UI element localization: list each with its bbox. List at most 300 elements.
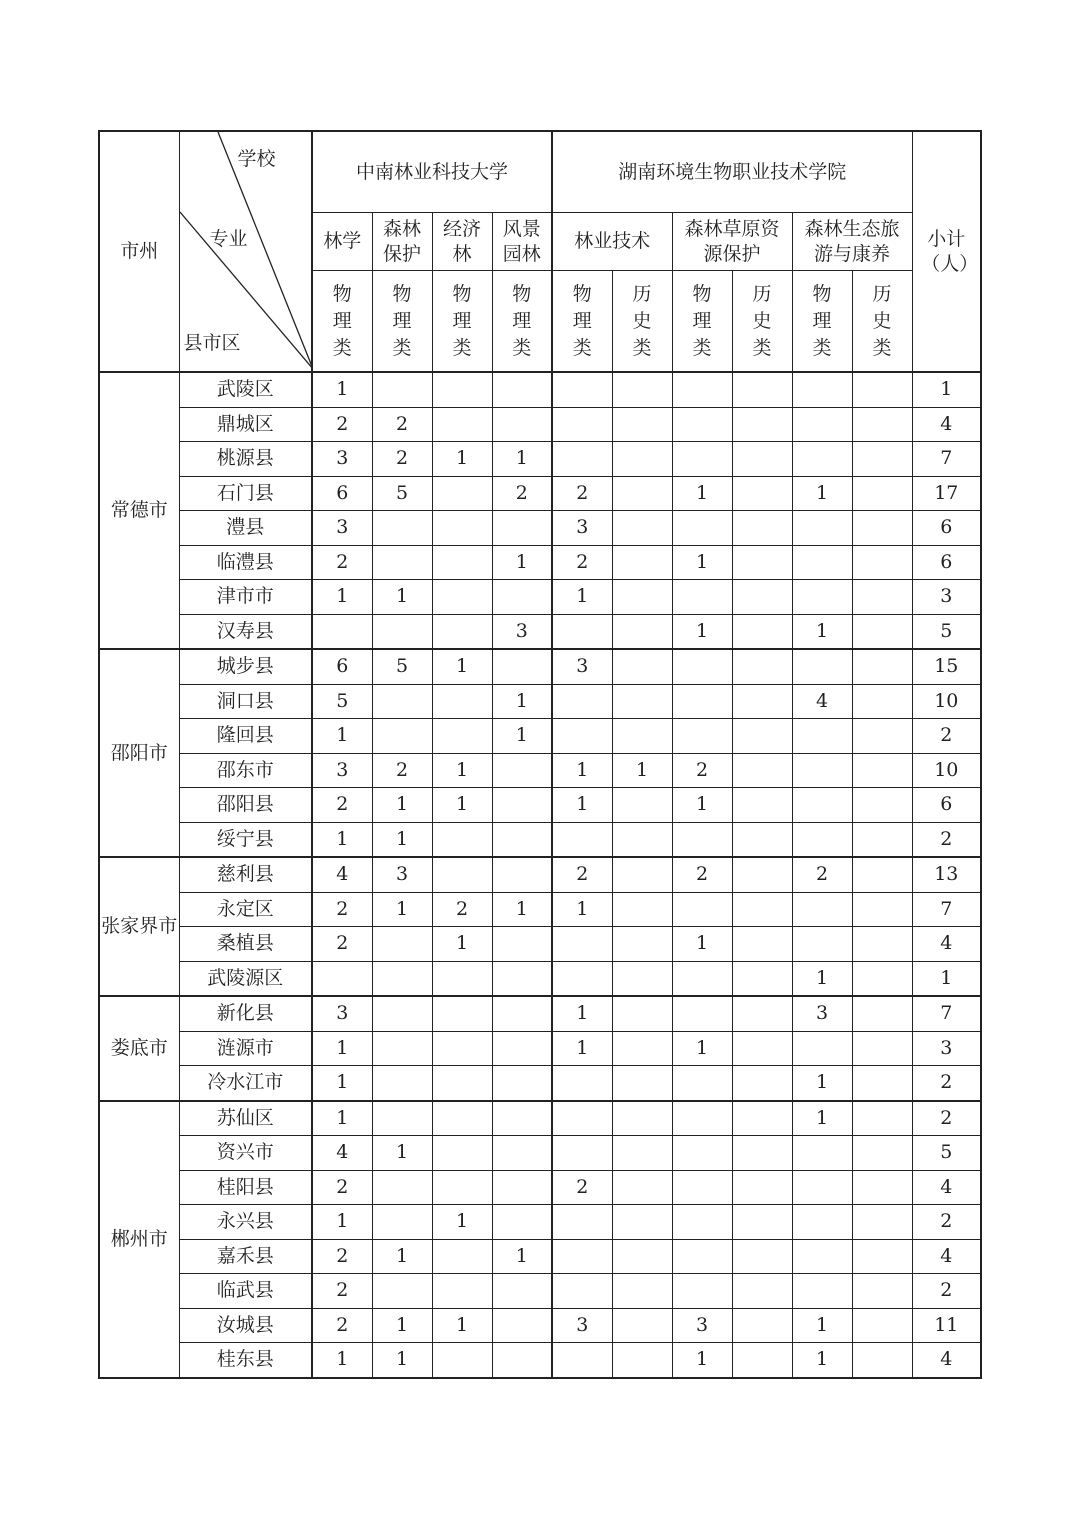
- county-cell: 永兴县: [179, 1205, 312, 1240]
- table-row: [99, 511, 981, 546]
- table-row: [99, 961, 981, 996]
- value-cell: [432, 857, 492, 892]
- value-cell: 1: [312, 372, 372, 407]
- county-cell: 慈利县: [179, 857, 312, 892]
- enrollment-table-page: [98, 130, 980, 1379]
- value-cell: 1: [552, 892, 612, 927]
- value-cell: 1: [792, 1343, 852, 1378]
- value-cell: [552, 927, 612, 962]
- diag-school-label: 学校: [237, 148, 276, 170]
- value-cell: [732, 857, 792, 892]
- value-cell: 1: [432, 1308, 492, 1343]
- value-cell: 1: [432, 927, 492, 962]
- city-cell: 娄底市: [99, 996, 179, 1101]
- value-cell: [432, 580, 492, 615]
- value-cell: [672, 1274, 732, 1309]
- value-cell: [432, 1274, 492, 1309]
- value-cell: [492, 407, 552, 442]
- value-cell: [612, 476, 672, 511]
- value-cell: [852, 1239, 912, 1274]
- value-cell: 2: [312, 1239, 372, 1274]
- county-cell: 资兴市: [179, 1136, 312, 1171]
- value-cell: [432, 1170, 492, 1205]
- value-cell: [552, 442, 612, 477]
- category-label: 物 理 类: [332, 282, 352, 359]
- value-cell: 2: [432, 892, 492, 927]
- value-cell: [732, 1101, 792, 1136]
- subtotal-cell: 7: [912, 442, 981, 477]
- table-row: [99, 684, 981, 719]
- value-cell: 1: [492, 1239, 552, 1274]
- value-cell: [612, 1136, 672, 1171]
- value-cell: [492, 753, 552, 788]
- county-cell: 桂阳县: [179, 1170, 312, 1205]
- category-label: 历 史 类: [872, 282, 892, 359]
- subtotal-header-label: 小计（人）: [921, 227, 979, 275]
- value-cell: 1: [492, 442, 552, 477]
- value-cell: [792, 442, 852, 477]
- value-cell: [492, 996, 552, 1031]
- value-cell: [852, 961, 912, 996]
- value-cell: [852, 822, 912, 857]
- county-cell: 隆回县: [179, 719, 312, 754]
- value-cell: [672, 719, 732, 754]
- value-cell: [552, 372, 612, 407]
- county-cell: 桑植县: [179, 927, 312, 962]
- value-cell: 1: [432, 442, 492, 477]
- value-cell: 2: [372, 407, 432, 442]
- value-cell: [852, 1101, 912, 1136]
- value-cell: 6: [312, 649, 372, 684]
- school-header-csuft: 中南林业科技大学: [312, 131, 552, 213]
- value-cell: [732, 1031, 792, 1066]
- value-cell: 2: [312, 407, 372, 442]
- value-cell: 1: [672, 476, 732, 511]
- value-cell: [612, 580, 672, 615]
- value-cell: 3: [312, 753, 372, 788]
- city-column-header: 市州: [99, 131, 179, 372]
- category-label: 物 理 类: [812, 282, 832, 359]
- value-cell: 3: [672, 1308, 732, 1343]
- county-cell: 临武县: [179, 1274, 312, 1309]
- value-cell: [492, 649, 552, 684]
- category-header: [312, 271, 372, 373]
- subtotal-cell: 2: [912, 1066, 981, 1101]
- value-cell: 5: [312, 684, 372, 719]
- county-cell: 鼎城区: [179, 407, 312, 442]
- value-cell: [732, 545, 792, 580]
- value-cell: 1: [312, 1066, 372, 1101]
- table-row: [99, 857, 981, 892]
- value-cell: [852, 1274, 912, 1309]
- value-cell: [552, 1274, 612, 1309]
- subtotal-cell: 15: [912, 649, 981, 684]
- value-cell: [732, 372, 792, 407]
- category-header: [852, 271, 912, 373]
- county-cell: 新化县: [179, 996, 312, 1031]
- value-cell: [612, 684, 672, 719]
- category-header: [672, 271, 732, 373]
- value-cell: [552, 719, 612, 754]
- category-label: 物 理 类: [692, 282, 712, 359]
- value-cell: [732, 649, 792, 684]
- table-row: [99, 719, 981, 754]
- value-cell: [372, 511, 432, 546]
- value-cell: [732, 961, 792, 996]
- value-cell: [432, 1136, 492, 1171]
- table-row: [99, 788, 981, 823]
- subtotal-cell: 6: [912, 788, 981, 823]
- value-cell: 5: [372, 649, 432, 684]
- value-cell: [672, 580, 732, 615]
- table-row: [99, 753, 981, 788]
- county-cell: 洞口县: [179, 684, 312, 719]
- value-cell: [612, 788, 672, 823]
- value-cell: [372, 927, 432, 962]
- value-cell: [732, 580, 792, 615]
- value-cell: [732, 442, 792, 477]
- subtotal-cell: 3: [912, 1031, 981, 1066]
- value-cell: [612, 1239, 672, 1274]
- county-cell: 石门县: [179, 476, 312, 511]
- value-cell: [492, 1343, 552, 1378]
- subtotal-cell: 2: [912, 822, 981, 857]
- value-cell: 4: [312, 857, 372, 892]
- value-cell: 1: [312, 1101, 372, 1136]
- school-header-hnebp: 湖南环境生物职业技术学院: [552, 131, 912, 213]
- table-row: [99, 407, 981, 442]
- subtotal-cell: 7: [912, 996, 981, 1031]
- value-cell: [732, 996, 792, 1031]
- table-row: [99, 580, 981, 615]
- city-cell: 邵阳市: [99, 649, 179, 857]
- value-cell: 1: [372, 822, 432, 857]
- value-cell: [612, 1031, 672, 1066]
- subtotal-cell: 10: [912, 684, 981, 719]
- table-row: [99, 892, 981, 927]
- table-row: [99, 1031, 981, 1066]
- value-cell: [792, 1239, 852, 1274]
- value-cell: 1: [492, 684, 552, 719]
- value-cell: 2: [312, 1274, 372, 1309]
- city-cell: 常德市: [99, 372, 179, 649]
- major-header: [432, 213, 492, 271]
- value-cell: [492, 1066, 552, 1101]
- major-header: 林业技术: [552, 213, 672, 271]
- subtotal-cell: 10: [912, 753, 981, 788]
- value-cell: [612, 442, 672, 477]
- diag-major-label: 专业: [209, 228, 248, 250]
- value-cell: [612, 407, 672, 442]
- value-cell: [852, 580, 912, 615]
- value-cell: 3: [492, 614, 552, 649]
- value-cell: [432, 822, 492, 857]
- value-cell: [852, 511, 912, 546]
- value-cell: [612, 511, 672, 546]
- major-label: 森林保护: [382, 217, 421, 265]
- value-cell: 2: [312, 788, 372, 823]
- value-cell: 2: [552, 476, 612, 511]
- value-cell: [732, 1170, 792, 1205]
- value-cell: 1: [312, 1343, 372, 1378]
- value-cell: [732, 719, 792, 754]
- value-cell: [552, 822, 612, 857]
- value-cell: [492, 857, 552, 892]
- value-cell: [792, 1031, 852, 1066]
- county-cell: 嘉禾县: [179, 1239, 312, 1274]
- subtotal-cell: 2: [912, 1101, 981, 1136]
- value-cell: 2: [312, 892, 372, 927]
- subtotal-cell: 1: [912, 372, 981, 407]
- value-cell: 3: [312, 996, 372, 1031]
- value-cell: [492, 1136, 552, 1171]
- value-cell: [612, 1101, 672, 1136]
- value-cell: [552, 1136, 612, 1171]
- value-cell: [852, 788, 912, 823]
- value-cell: 1: [432, 788, 492, 823]
- subtotal-cell: 3: [912, 580, 981, 615]
- value-cell: [672, 1101, 732, 1136]
- value-cell: 5: [372, 476, 432, 511]
- value-cell: 1: [372, 788, 432, 823]
- subtotal-cell: 7: [912, 892, 981, 927]
- value-cell: [552, 1343, 612, 1378]
- subtotal-cell: 4: [912, 927, 981, 962]
- major-header: [792, 213, 912, 271]
- value-cell: [792, 1136, 852, 1171]
- table-row: [99, 927, 981, 962]
- value-cell: [792, 580, 852, 615]
- value-cell: [672, 1239, 732, 1274]
- subtotal-cell: 1: [912, 961, 981, 996]
- value-cell: [672, 1170, 732, 1205]
- value-cell: [792, 788, 852, 823]
- value-cell: 2: [672, 857, 732, 892]
- value-cell: 2: [552, 1170, 612, 1205]
- value-cell: [732, 511, 792, 546]
- subtotal-cell: 17: [912, 476, 981, 511]
- value-cell: [492, 788, 552, 823]
- city-cell: 张家界市: [99, 857, 179, 996]
- subtotal-cell: 2: [912, 719, 981, 754]
- value-cell: 4: [792, 684, 852, 719]
- value-cell: 1: [372, 1136, 432, 1171]
- value-cell: [372, 1274, 432, 1309]
- county-cell: 桃源县: [179, 442, 312, 477]
- value-cell: 1: [492, 719, 552, 754]
- value-cell: [432, 511, 492, 546]
- value-cell: [492, 822, 552, 857]
- value-cell: [612, 1066, 672, 1101]
- value-cell: 1: [312, 822, 372, 857]
- value-cell: [432, 614, 492, 649]
- county-cell: 永定区: [179, 892, 312, 927]
- value-cell: 3: [792, 996, 852, 1031]
- table-row: [99, 442, 981, 477]
- value-cell: [732, 753, 792, 788]
- value-cell: [672, 649, 732, 684]
- value-cell: 2: [372, 753, 432, 788]
- value-cell: [732, 788, 792, 823]
- subtotal-cell: 4: [912, 1343, 981, 1378]
- value-cell: [792, 1274, 852, 1309]
- value-cell: [612, 892, 672, 927]
- value-cell: 1: [492, 545, 552, 580]
- table-row: [99, 545, 981, 580]
- value-cell: 1: [372, 1343, 432, 1378]
- value-cell: 1: [792, 614, 852, 649]
- table-row: [99, 1343, 981, 1378]
- value-cell: [612, 719, 672, 754]
- value-cell: 1: [372, 892, 432, 927]
- value-cell: [792, 1205, 852, 1240]
- value-cell: [852, 1308, 912, 1343]
- value-cell: [732, 892, 792, 927]
- county-cell: 冷水江市: [179, 1066, 312, 1101]
- value-cell: [552, 1205, 612, 1240]
- value-cell: 2: [312, 545, 372, 580]
- value-cell: [852, 1170, 912, 1205]
- value-cell: [732, 822, 792, 857]
- value-cell: 1: [552, 753, 612, 788]
- major-header: [492, 213, 552, 271]
- county-cell: 武陵区: [179, 372, 312, 407]
- value-cell: [372, 1101, 432, 1136]
- value-cell: [612, 1343, 672, 1378]
- value-cell: [732, 476, 792, 511]
- value-cell: [672, 1205, 732, 1240]
- value-cell: 1: [672, 545, 732, 580]
- value-cell: [492, 1101, 552, 1136]
- value-cell: [852, 545, 912, 580]
- value-cell: 1: [672, 614, 732, 649]
- value-cell: [612, 1308, 672, 1343]
- value-cell: [792, 719, 852, 754]
- value-cell: [432, 719, 492, 754]
- category-header: [732, 271, 792, 373]
- value-cell: [612, 649, 672, 684]
- value-cell: [732, 1343, 792, 1378]
- value-cell: 1: [312, 719, 372, 754]
- value-cell: [612, 1170, 672, 1205]
- value-cell: 1: [672, 1031, 732, 1066]
- value-cell: [432, 961, 492, 996]
- table-row: [99, 1136, 981, 1171]
- subtotal-cell: 4: [912, 407, 981, 442]
- value-cell: [852, 649, 912, 684]
- value-cell: [852, 892, 912, 927]
- table-row: [99, 1205, 981, 1240]
- value-cell: [552, 1101, 612, 1136]
- value-cell: 1: [492, 892, 552, 927]
- value-cell: [492, 1274, 552, 1309]
- value-cell: 1: [312, 1205, 372, 1240]
- value-cell: [732, 1239, 792, 1274]
- value-cell: [672, 511, 732, 546]
- value-cell: 1: [372, 580, 432, 615]
- value-cell: 2: [552, 545, 612, 580]
- county-cell: 临澧县: [179, 545, 312, 580]
- value-cell: [432, 1239, 492, 1274]
- value-cell: [672, 961, 732, 996]
- major-label: 森林草原资源保护: [684, 217, 780, 265]
- value-cell: 1: [432, 649, 492, 684]
- value-cell: [492, 1205, 552, 1240]
- value-cell: [552, 684, 612, 719]
- table-row: [99, 1239, 981, 1274]
- value-cell: [792, 372, 852, 407]
- category-label: 物 理 类: [392, 282, 412, 359]
- value-cell: [792, 822, 852, 857]
- value-cell: [612, 961, 672, 996]
- value-cell: 1: [792, 961, 852, 996]
- value-cell: [552, 1066, 612, 1101]
- value-cell: [432, 1343, 492, 1378]
- value-cell: [852, 719, 912, 754]
- value-cell: [432, 545, 492, 580]
- value-cell: 1: [372, 1239, 432, 1274]
- county-cell: 津市市: [179, 580, 312, 615]
- major-label: 风景园林: [502, 217, 541, 265]
- value-cell: [612, 996, 672, 1031]
- value-cell: [732, 1136, 792, 1171]
- table-row: [99, 996, 981, 1031]
- value-cell: [612, 927, 672, 962]
- value-cell: [852, 684, 912, 719]
- table-row: [99, 649, 981, 684]
- value-cell: [672, 684, 732, 719]
- category-header: [612, 271, 672, 373]
- category-label: 历 史 类: [632, 282, 652, 359]
- subtotal-cell: 2: [912, 1205, 981, 1240]
- value-cell: [372, 719, 432, 754]
- value-cell: [672, 442, 732, 477]
- value-cell: [792, 545, 852, 580]
- value-cell: [432, 1066, 492, 1101]
- value-cell: 1: [672, 927, 732, 962]
- subtotal-cell: 2: [912, 1274, 981, 1309]
- value-cell: [732, 614, 792, 649]
- value-cell: [612, 545, 672, 580]
- value-cell: [852, 407, 912, 442]
- category-header: [432, 271, 492, 373]
- county-cell: 涟源市: [179, 1031, 312, 1066]
- value-cell: 4: [312, 1136, 372, 1171]
- major-label: 森林生态旅游与康养: [804, 217, 900, 265]
- value-cell: [852, 1343, 912, 1378]
- table-row: [99, 614, 981, 649]
- value-cell: 1: [792, 1066, 852, 1101]
- category-label: 历 史 类: [752, 282, 772, 359]
- value-cell: [732, 927, 792, 962]
- table-row: [99, 1274, 981, 1309]
- value-cell: [732, 407, 792, 442]
- value-cell: [852, 372, 912, 407]
- county-cell: 武陵源区: [179, 961, 312, 996]
- value-cell: [672, 372, 732, 407]
- table-row: [99, 822, 981, 857]
- value-cell: [852, 1031, 912, 1066]
- value-cell: [792, 927, 852, 962]
- value-cell: 1: [312, 1031, 372, 1066]
- subtotal-cell: 4: [912, 1239, 981, 1274]
- value-cell: [612, 1205, 672, 1240]
- value-cell: [792, 753, 852, 788]
- table-row: [99, 1101, 981, 1136]
- value-cell: [492, 961, 552, 996]
- value-cell: [792, 407, 852, 442]
- major-header: [672, 213, 792, 271]
